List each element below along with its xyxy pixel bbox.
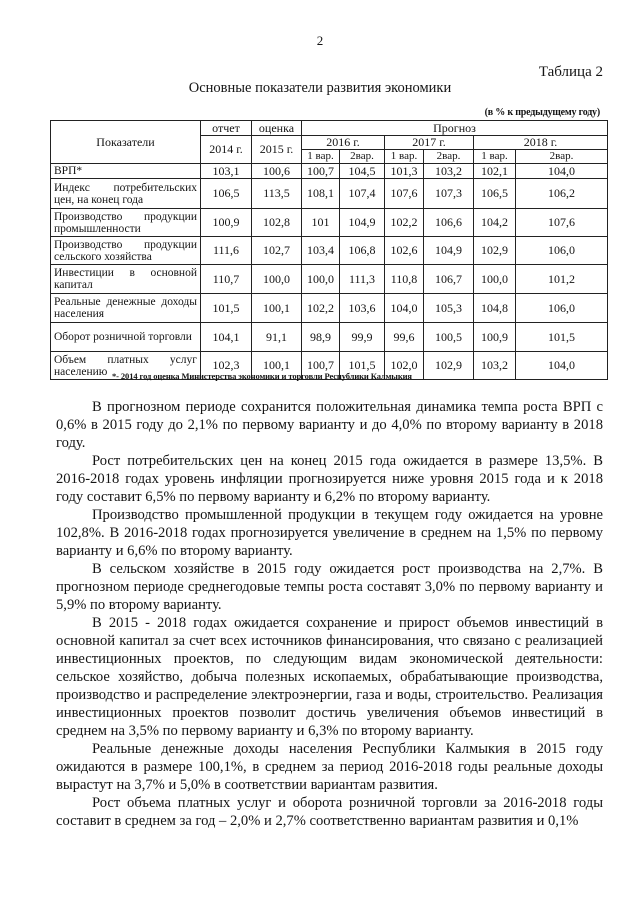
cell-value: 102,9	[424, 352, 474, 380]
cell-value: 102,2	[302, 294, 340, 323]
paragraph-investment: В 2015 - 2018 годах ожидается сохранение и прирост объемов инвестиций в основной капитал за счет всех источников финансирования, что связано с реализацией инвестиционных проектов, по следующим видам экономической деятельности: сельское хозяйство, добыча полезных ископаемых, обрабатывающие производства, производство и распределение электроэнергии, газа и воды, строительство. Реализация инвестиционных проектов позволит достичь увеличения объемов инвестиций в среднем на 3,5% по первому варианту и 6,3% по второму варианту.	[56, 615, 603, 739]
cell-value: 113,5	[252, 179, 302, 209]
cell-value: 100,0	[302, 265, 340, 294]
cell-value: 100,1	[252, 352, 302, 380]
cell-value: 103,2	[474, 352, 516, 380]
cell-value: 100,7	[302, 164, 340, 179]
row-label: Производство продукции сельского хозяйства	[51, 237, 201, 265]
header-2017-var1: 1 вар.	[385, 150, 424, 164]
cell-value: 104,5	[340, 164, 385, 179]
table-row	[51, 323, 608, 352]
table-label: Таблица 2	[538, 64, 603, 80]
cell-value: 100,9	[474, 323, 516, 352]
cell-value: 91,1	[252, 323, 302, 352]
cell-value: 107,6	[385, 179, 424, 209]
table-row	[51, 265, 608, 294]
table-row	[51, 179, 608, 209]
cell-value: 111,3	[340, 265, 385, 294]
table-footnote: *- 2014 год оценка Министерства экономики и торговли Республики Калмыкия	[112, 371, 412, 381]
header-2016-var1: 1 вар.	[302, 150, 340, 164]
cell-value: 102,9	[474, 237, 516, 265]
header-year-2015: 2015 г.	[252, 136, 302, 164]
cell-value: 102,0	[385, 352, 424, 380]
cell-value: 107,6	[516, 209, 608, 237]
header-year-2017: 2017 г.	[385, 136, 474, 150]
cell-value: 100,5	[424, 323, 474, 352]
cell-value: 107,4	[340, 179, 385, 209]
cell-value: 106,5	[201, 179, 252, 209]
cell-value: 110,8	[385, 265, 424, 294]
table-row	[51, 237, 608, 265]
cell-value: 105,3	[424, 294, 474, 323]
cell-value: 111,6	[201, 237, 252, 265]
paragraph-inflation: Рост потребительских цен на конец 2015 года ожидается в размере 13,5%. В 2016-2018 годах уровень инфляции прогнозируется ниже уровня 2015 года и к 2018 году составит 6,5% по первому варианту и 6,2% по второму варианту.	[56, 453, 603, 505]
row-label: Объем платных услуг населению	[51, 352, 201, 380]
header-year-2014: 2014 г.	[201, 136, 252, 164]
cell-value: 99,6	[385, 323, 424, 352]
cell-value: 104,0	[516, 164, 608, 179]
cell-value: 102,6	[385, 237, 424, 265]
cell-value: 106,8	[340, 237, 385, 265]
cell-value: 104,9	[424, 237, 474, 265]
cell-value: 100,9	[201, 209, 252, 237]
cell-value: 103,2	[424, 164, 474, 179]
header-estimate: оценка	[252, 121, 302, 136]
header-2018-var2: 2вар.	[516, 150, 608, 164]
cell-value: 101,3	[385, 164, 424, 179]
cell-value: 102,8	[252, 209, 302, 237]
cell-value: 104,1	[201, 323, 252, 352]
cell-value: 106,0	[516, 294, 608, 323]
cell-value: 104,0	[385, 294, 424, 323]
cell-value: 110,7	[201, 265, 252, 294]
cell-value: 103,6	[340, 294, 385, 323]
header-2018-var1: 1 вар.	[474, 150, 516, 164]
table-row	[51, 294, 608, 323]
unit-note: (в % к предыдущему году)	[484, 107, 600, 118]
row-label: Реальные денежные доходы населения	[51, 294, 201, 323]
cell-value: 104,0	[516, 352, 608, 380]
header-year-2016: 2016 г.	[302, 136, 385, 150]
cell-value: 103,1	[201, 164, 252, 179]
body-text	[56, 398, 603, 830]
cell-value: 107,3	[424, 179, 474, 209]
paragraph-agriculture: В сельском хозяйстве в 2015 году ожидается рост производства на 2,7%. В прогнозном периоде среднегодовые темпы роста составят 3,0% по первому варианту и 5,9% по второму варианту.	[56, 561, 603, 613]
cell-value: 99,9	[340, 323, 385, 352]
cell-value: 100,6	[252, 164, 302, 179]
cell-value: 101,5	[340, 352, 385, 380]
cell-value: 101,2	[516, 265, 608, 294]
cell-value: 108,1	[302, 179, 340, 209]
header-indicators: Показатели	[51, 121, 201, 164]
cell-value: 104,9	[340, 209, 385, 237]
cell-value: 102,2	[385, 209, 424, 237]
header-2017-var2: 2вар.	[424, 150, 474, 164]
table-row	[51, 164, 608, 179]
cell-value: 101,5	[201, 294, 252, 323]
cell-value: 100,0	[252, 265, 302, 294]
paragraph-industry: Производство промышленной продукции в текущем году ожидается на уровне 102,8%. В 2016-2018 годах прогнозируется увеличение в среднем на 1,5% по первому варианту и 6,6% по второму варианту.	[56, 507, 603, 559]
header-forecast: Прогноз	[302, 121, 608, 136]
row-label: Оборот розничной торговли	[51, 323, 201, 352]
cell-value: 102,7	[252, 237, 302, 265]
cell-value: 106,2	[516, 179, 608, 209]
cell-value: 101	[302, 209, 340, 237]
cell-value: 106,7	[424, 265, 474, 294]
table-row	[51, 209, 608, 237]
cell-value: 101,5	[516, 323, 608, 352]
cell-value: 106,6	[424, 209, 474, 237]
row-label: ВРП*	[51, 164, 201, 179]
header-report: отчет	[201, 121, 252, 136]
header-year-2018: 2018 г.	[474, 136, 608, 150]
paragraph-gdp: В прогнозном периоде сохранится положительная динамика темпа роста ВРП с 0,6% в 2015 году до 2,1% по первому варианту и до 4,0% по второму варианту в 2018 году.	[56, 399, 603, 451]
cell-value: 98,9	[302, 323, 340, 352]
cell-value: 106,5	[474, 179, 516, 209]
paragraph-services-trade: Рост объема платных услуг и оборота розничной торговли за 2016-2018 годы составит в среднем за год – 2,0% и 2,7% соответственно вариантам развития и 0,1%	[56, 795, 603, 829]
cell-value: 100,7	[302, 352, 340, 380]
cell-value: 100,1	[252, 294, 302, 323]
cell-value: 100,0	[474, 265, 516, 294]
row-label: Инвестиции в основной капитал	[51, 265, 201, 294]
cell-value: 102,3	[201, 352, 252, 380]
paragraph-income: Реальные денежные доходы населения Республики Калмыкия в 2015 году ожидаются в размере 100,1%, в среднем за период 2016-2018 годы реальные доходы вырастут на 3,7% и 5,0% в соответствии вариантам развития.	[56, 741, 603, 793]
cell-value: 103,4	[302, 237, 340, 265]
table-title: Основные показатели развития экономики	[188, 80, 452, 96]
cell-value: 104,2	[474, 209, 516, 237]
cell-value: 106,0	[516, 237, 608, 265]
indicators-table	[50, 120, 608, 380]
header-2016-var2: 2вар.	[340, 150, 385, 164]
row-label: Индекс потребительских цен, на конец года	[51, 179, 201, 209]
cell-value: 104,8	[474, 294, 516, 323]
row-label: Производство продукции промышленности	[51, 209, 201, 237]
page-number: 2	[316, 33, 324, 48]
cell-value: 102,1	[474, 164, 516, 179]
